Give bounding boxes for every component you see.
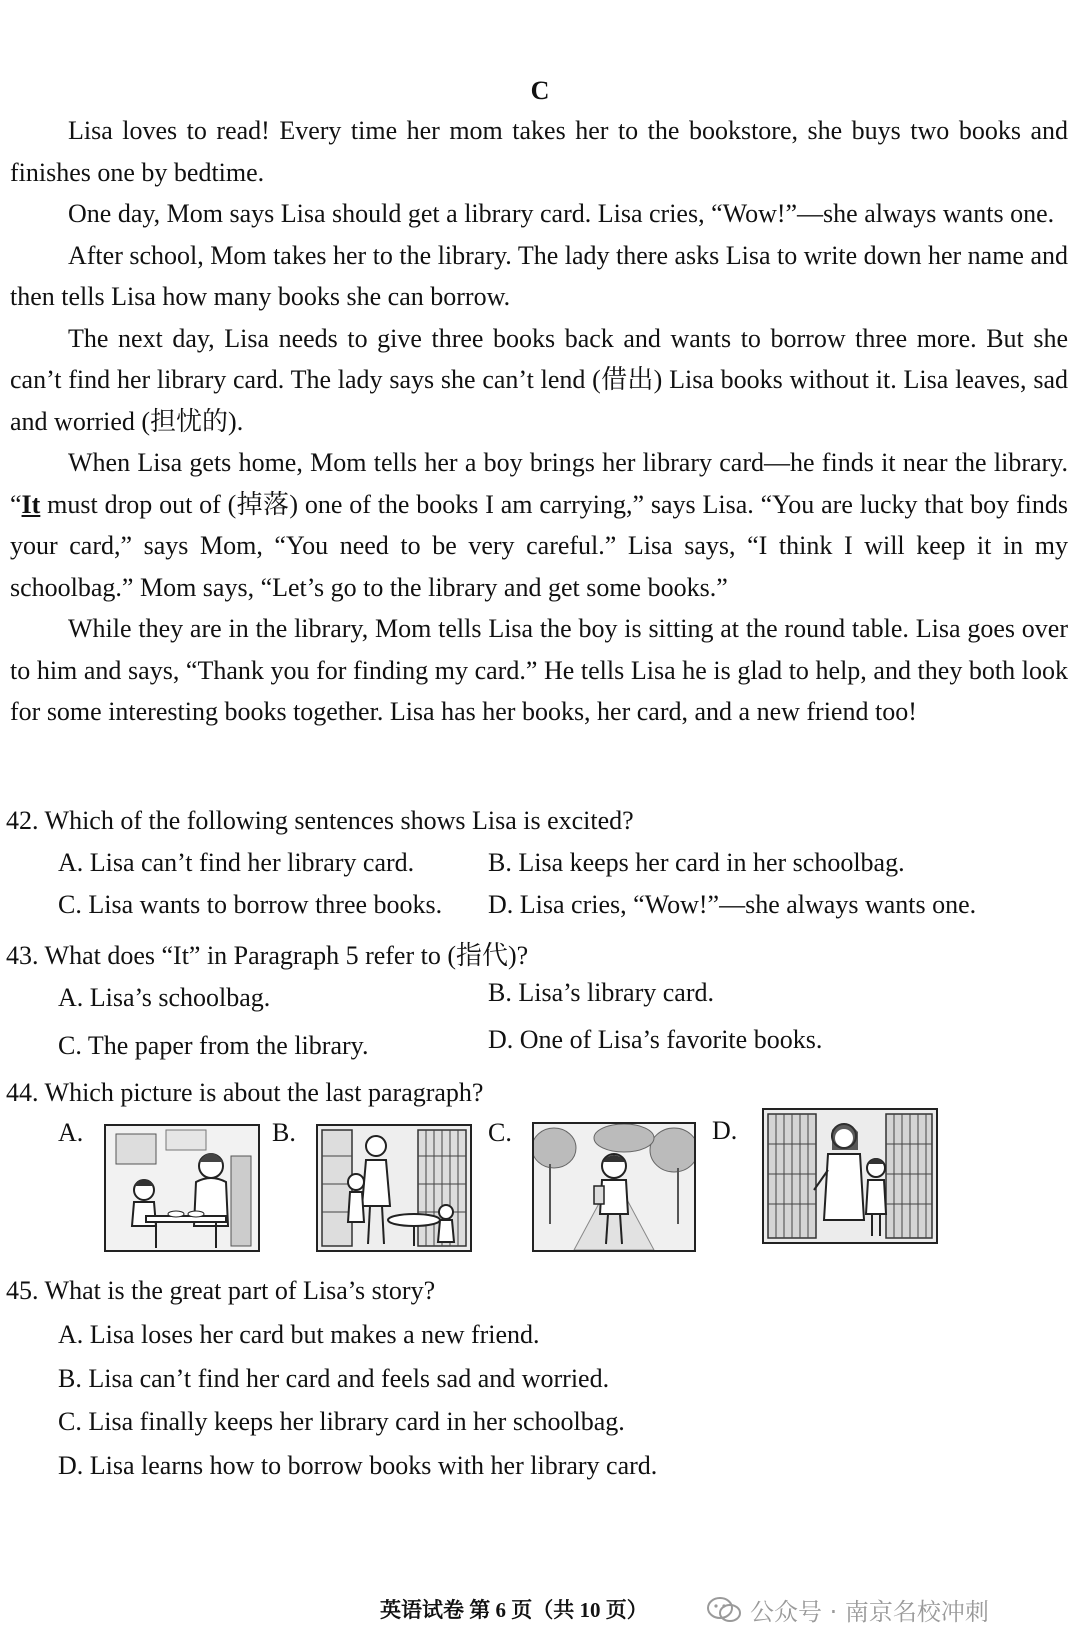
section-title: C [530, 76, 550, 105]
question-45-option-c[interactable]: C. Lisa finally keeps her library card in her schoolbag. [58, 1407, 625, 1436]
question-43-option-b[interactable]: B. Lisa’s library card. [488, 978, 714, 1007]
question-42-option-d[interactable]: D. Lisa cries, “Wow!”—she always wants one. [488, 890, 977, 919]
picture-d-label: D. [712, 1116, 738, 1145]
paragraph-3: After school, Mom takes her to the library. The lady there asks Lisa to write down her name and then tells Lisa how many books she can borrow. [10, 240, 1068, 311]
question-43-option-d[interactable]: D. One of Lisa’s favorite books. [488, 1025, 823, 1054]
picture-b-label: B. [272, 1118, 296, 1147]
question-45-option-b[interactable]: B. Lisa can’t find her card and feels sad and worried. [58, 1364, 610, 1393]
picture-d-illustration [764, 1110, 936, 1242]
picture-c[interactable] [532, 1122, 696, 1252]
paragraph-2: One day, Mom says Lisa should get a library card. Lisa cries, “Wow!”—she always wants one. [68, 199, 1055, 228]
picture-c-illustration [534, 1124, 694, 1250]
question-44-stem: 44. Which picture is about the last paragraph? [6, 1078, 484, 1107]
reading-passage [10, 110, 1068, 733]
picture-b[interactable] [316, 1124, 472, 1252]
picture-a-label: A. [58, 1118, 84, 1147]
picture-d[interactable] [762, 1108, 938, 1244]
question-45-stem: 45. What is the great part of Lisa’s story? [6, 1276, 436, 1305]
watermark [706, 1592, 989, 1627]
question-45-option-d[interactable]: D. Lisa learns how to borrow books with her library card. [58, 1451, 658, 1480]
paragraph-5 [10, 442, 1068, 608]
question-42-option-c[interactable]: C. Lisa wants to borrow three books. [58, 890, 443, 919]
question-42-stem: 42. Which of the following sentences shows Lisa is excited? [6, 806, 634, 835]
picture-b-illustration [318, 1126, 470, 1250]
picture-c-label: C. [488, 1118, 512, 1147]
paragraph-5-after: must drop out of (掉落) one of the books I am carrying,” says Lisa. “You are lucky that boy finds your card,” says Mom, “You need to be very careful.” Lisa says, “I think I will keep it in my schoolbag.” Mom says, “Let’s go to the library and get some books.” [10, 489, 1068, 602]
underlined-it: It [21, 489, 41, 519]
question-43-option-a[interactable]: A. Lisa’s schoolbag. [58, 983, 271, 1012]
picture-a[interactable] [104, 1124, 260, 1252]
paragraph-1: Lisa loves to read! Every time her mom takes her to the bookstore, she buys two books and finishes one by bedtime. [10, 116, 1068, 187]
paragraph-5-before: When Lisa gets home, Mom tells her a boy brings her library card—he finds it near the library. “ [10, 448, 1068, 519]
question-43-option-c[interactable]: C. The paper from the library. [58, 1031, 369, 1060]
paragraph-6: While they are in the library, Mom tells Lisa the boy is sitting at the round table. Lisa goes over to him and says, “Thank you for finding my card.” He tells Lisa he is glad to help, and they both look for some interesting books together. Lisa has her books, her card, and a new friend too! [10, 614, 1068, 726]
paragraph-4: The next day, Lisa needs to give three books back and wants to borrow three more. But she can’t find her library card. The lady says she can’t lend (借出) Lisa books without it. Lisa leaves, sad and worried (担忧的). [10, 323, 1068, 436]
page-footer: 英语试卷 第 6 页（共 10 页） [380, 1598, 648, 1622]
question-43-stem: 43. What does “It” in Paragraph 5 refer to (指代)? [6, 941, 529, 970]
picture-a-illustration [106, 1126, 258, 1250]
question-42-option-b[interactable]: B. Lisa keeps her card in her schoolbag. [488, 848, 905, 877]
question-45-option-a[interactable]: A. Lisa loses her card but makes a new friend. [58, 1320, 540, 1349]
watermark-text: 公众号 · 南京名校冲刺 [750, 1598, 989, 1626]
question-42-option-a[interactable]: A. Lisa can’t find her library card. [58, 848, 415, 877]
wechat-icon [706, 1596, 742, 1624]
